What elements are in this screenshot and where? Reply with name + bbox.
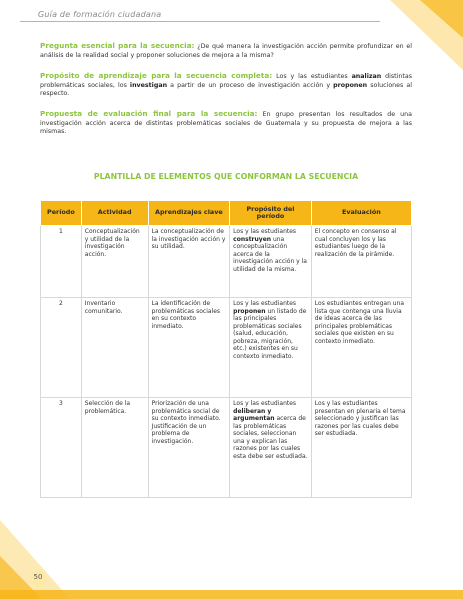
- cell-proposito: Los y las estudiantes proponen un listado de las principales problemáticas sociales (salud, educación, pobreza, migración, etc.) existentes en su contexto inmediato.: [230, 298, 312, 398]
- cell-actividad: Conceptualización y utilidad de la investigación acción.: [81, 226, 148, 298]
- header-aprendizajes: Aprendizajes clave: [148, 201, 230, 226]
- cell-periodo: 3: [41, 398, 82, 498]
- cell-aprendizajes: La conceptualización de la investigación acción y su utilidad.: [148, 226, 230, 298]
- sequence-table: [40, 200, 412, 498]
- final-evaluation-text: En grupo presentan los resultados de una investigación acción acerca de distintas problemáticas sociales de Guatemala y su propuesta de mejora a las mismas.: [40, 111, 413, 136]
- cell-evaluacion: Los y las estudiantes presentan en plenaria el tema seleccionado y justifican las razones por las cuales debe ser estudiada.: [311, 398, 411, 498]
- running-title: Guía de formación ciudadana: [38, 10, 162, 19]
- header-periodo: Período: [41, 201, 82, 226]
- cell-aprendizajes: La identificación de problemáticas sociales en su contexto inmediato.: [148, 298, 230, 398]
- cell-periodo: 1: [41, 226, 82, 298]
- table-title: PLANTILLA DE ELEMENTOS QUE CONFORMAN LA SECUENCIA: [93, 172, 359, 181]
- table-row: [41, 226, 412, 298]
- final-evaluation: [40, 110, 412, 137]
- essential-question: [40, 42, 412, 60]
- table-header-row: [41, 201, 412, 226]
- page-number: 50: [33, 573, 43, 581]
- cell-aprendizajes: Priorización de una problemática social de su contexto inmediato. Justificación de un problema de investigación.: [148, 398, 230, 498]
- final-evaluation-label: Propuesta de evaluación final para la secuencia:: [40, 109, 258, 118]
- learning-purpose-label: Propósito de aprendizaje para la secuencia completa:: [40, 71, 273, 80]
- cell-periodo: 2: [41, 298, 82, 398]
- cell-proposito: Los y las estudiantes deliberan y argumentan acerca de las problemáticas sociales, seleccionan una y explican las razones por las cuales esta debe ser estudiada.: [230, 398, 312, 498]
- cell-actividad: Selección de la problemática.: [81, 398, 148, 498]
- header-evaluacion: Evaluación: [311, 201, 411, 226]
- header-proposito: Propósito del período: [230, 201, 312, 226]
- table-row: [41, 398, 412, 498]
- header-actividad: Actividad: [81, 201, 148, 226]
- cell-evaluacion: El concepto en consenso al cual concluyen los y las estudiantes luego de la realización de la pirámide.: [311, 226, 411, 298]
- learning-purpose: Propósito de aprendizaje para la secuencia completa: Los y las estudiantes analizan distintas problemáticas sociales, los investigan a partir de un proceso de investigación acción y proponen soluciones al respecto.: [40, 71, 412, 98]
- essential-question-text: ¿De qué manera la investigación acción permite profundizar en el análisis de la realidad social y proponer soluciones de mejora a la misma?: [40, 43, 412, 59]
- table-row: [41, 298, 412, 398]
- cell-proposito: Los y las estudiantes construyen una conceptualización acerca de la investigación acción y la utilidad de la misma.: [230, 226, 312, 298]
- essential-question-label: Pregunta esencial para la secuencia:: [40, 41, 195, 50]
- cell-evaluacion: Los estudiantes entregan una lista que contenga una lluvia de ideas acerca de las principales problemáticas sociales que existen en su contexto inmediato.: [311, 298, 411, 398]
- cell-actividad: Inventario comunitario.: [81, 298, 148, 398]
